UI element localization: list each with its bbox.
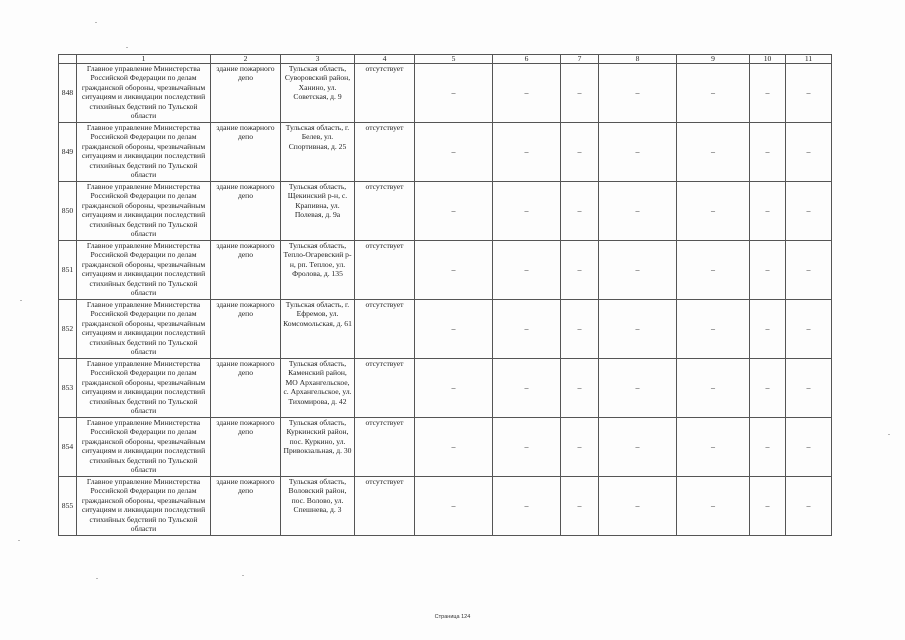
scan-speck xyxy=(96,578,98,579)
empty-value-cell: – xyxy=(415,123,493,182)
row-number: 849 xyxy=(59,123,77,182)
empty-value-cell: – xyxy=(561,477,599,536)
table-row xyxy=(59,418,832,477)
empty-value-cell: – xyxy=(561,359,599,418)
empty-value-cell: – xyxy=(415,241,493,300)
header-cell: 11 xyxy=(786,55,832,64)
scan-speck xyxy=(888,434,890,435)
status-cell: отсутствует xyxy=(355,418,415,477)
row-number: 851 xyxy=(59,241,77,300)
empty-value-cell: – xyxy=(415,182,493,241)
empty-value-cell: – xyxy=(599,300,677,359)
row-number: 855 xyxy=(59,477,77,536)
object-cell: здание пожарного депо xyxy=(211,359,281,418)
page-number: Страница 124 xyxy=(434,614,471,620)
object-cell: здание пожарного депо xyxy=(211,241,281,300)
organization-cell: Главное управление Министерства Российской Федерации по делам гражданской обороны, чрезвычайным ситуациям и ликвидации последствий стихийных бедствий по Тульской области xyxy=(77,418,211,477)
scan-speck xyxy=(242,575,244,576)
empty-value-cell: – xyxy=(677,64,750,123)
address-cell: Тульская область, г. Белев, ул. Спортивная, д. 25 xyxy=(281,123,355,182)
address-cell: Тульская область, Куркинский район, пос. Куркино, ул. Привокзальная, д. 30 xyxy=(281,418,355,477)
empty-value-cell: – xyxy=(750,64,786,123)
empty-value-cell: – xyxy=(493,300,561,359)
address-cell: Тульская область, г. Ефремов, ул. Комсомольская, д. 61 xyxy=(281,300,355,359)
empty-value-cell: – xyxy=(750,241,786,300)
address-cell: Тульская область, Каменский район, МО Архангельское, с. Архангельское, ул. Тихомирова, д. 42 xyxy=(281,359,355,418)
empty-value-cell: – xyxy=(786,123,832,182)
empty-value-cell: – xyxy=(493,182,561,241)
status-cell: отсутствует xyxy=(355,359,415,418)
empty-value-cell: – xyxy=(493,477,561,536)
scan-speck xyxy=(95,22,97,23)
status-cell: отсутствует xyxy=(355,300,415,359)
empty-value-cell: – xyxy=(750,359,786,418)
empty-value-cell: – xyxy=(677,241,750,300)
empty-value-cell: – xyxy=(599,477,677,536)
empty-value-cell: – xyxy=(415,477,493,536)
table-row xyxy=(59,359,832,418)
status-cell: отсутствует xyxy=(355,182,415,241)
scan-speck xyxy=(126,47,128,48)
organization-cell: Главное управление Министерства Российской Федерации по делам гражданской обороны, чрезвычайным ситуациям и ликвидации последствий стихийных бедствий по Тульской области xyxy=(77,477,211,536)
empty-value-cell: – xyxy=(677,182,750,241)
empty-value-cell: – xyxy=(415,300,493,359)
empty-value-cell: – xyxy=(677,123,750,182)
register-table xyxy=(58,54,832,536)
empty-value-cell: – xyxy=(599,123,677,182)
header-cell-num xyxy=(59,55,77,64)
empty-value-cell: – xyxy=(415,418,493,477)
empty-value-cell: – xyxy=(561,241,599,300)
empty-value-cell: – xyxy=(493,359,561,418)
table-row xyxy=(59,477,832,536)
empty-value-cell: – xyxy=(677,359,750,418)
header-cell: 1 xyxy=(77,55,211,64)
empty-value-cell: – xyxy=(677,477,750,536)
object-cell: здание пожарного депо xyxy=(211,300,281,359)
address-cell: Тульская область, Щекинский р-н, с. Крапивна, ул. Полевая, д. 9а xyxy=(281,182,355,241)
address-cell: Тульская область, Тепло-Огаревский р-н, рп. Теплое, ул. Фролова, д. 135 xyxy=(281,241,355,300)
address-cell: Тульская область, Воловский район, пос. Волово, ул. Спешнева, д. 3 xyxy=(281,477,355,536)
organization-cell: Главное управление Министерства Российской Федерации по делам гражданской обороны, чрезвычайным ситуациям и ликвидации последствий стихийных бедствий по Тульской области xyxy=(77,123,211,182)
empty-value-cell: – xyxy=(750,123,786,182)
header-cell: 9 xyxy=(677,55,750,64)
row-number: 852 xyxy=(59,300,77,359)
table-row xyxy=(59,241,832,300)
header-cell: 8 xyxy=(599,55,677,64)
header-cell: 3 xyxy=(281,55,355,64)
organization-cell: Главное управление Министерства Российской Федерации по делам гражданской обороны, чрезвычайным ситуациям и ликвидации последствий стихийных бедствий по Тульской области xyxy=(77,241,211,300)
empty-value-cell: – xyxy=(786,300,832,359)
empty-value-cell: – xyxy=(415,64,493,123)
empty-value-cell: – xyxy=(561,300,599,359)
organization-cell: Главное управление Министерства Российской Федерации по делам гражданской обороны, чрезвычайным ситуациям и ликвидации последствий стихийных бедствий по Тульской области xyxy=(77,182,211,241)
empty-value-cell: – xyxy=(415,359,493,418)
table-row xyxy=(59,300,832,359)
empty-value-cell: – xyxy=(561,182,599,241)
address-cell: Тульская область, Суворовский район, Ханино, ул. Советская, д. 9 xyxy=(281,64,355,123)
object-cell: здание пожарного депо xyxy=(211,123,281,182)
row-number: 853 xyxy=(59,359,77,418)
organization-cell: Главное управление Министерства Российской Федерации по делам гражданской обороны, чрезвычайным ситуациям и ликвидации последствий стихийных бедствий по Тульской области xyxy=(77,359,211,418)
empty-value-cell: – xyxy=(561,418,599,477)
row-number: 850 xyxy=(59,182,77,241)
empty-value-cell: – xyxy=(786,418,832,477)
table-row xyxy=(59,182,832,241)
empty-value-cell: – xyxy=(599,182,677,241)
empty-value-cell: – xyxy=(786,64,832,123)
status-cell: отсутствует xyxy=(355,123,415,182)
object-cell: здание пожарного депо xyxy=(211,418,281,477)
row-number: 848 xyxy=(59,64,77,123)
table-row xyxy=(59,123,832,182)
empty-value-cell: – xyxy=(750,182,786,241)
organization-cell: Главное управление Министерства Российской Федерации по делам гражданской обороны, чрезвычайным ситуациям и ликвидации последствий стихийных бедствий по Тульской области xyxy=(77,64,211,123)
empty-value-cell: – xyxy=(677,300,750,359)
empty-value-cell: – xyxy=(750,300,786,359)
scan-speck xyxy=(20,300,22,301)
empty-value-cell: – xyxy=(561,123,599,182)
header-cell: 5 xyxy=(415,55,493,64)
header-cell: 6 xyxy=(493,55,561,64)
status-cell: отсутствует xyxy=(355,64,415,123)
empty-value-cell: – xyxy=(599,64,677,123)
header-cell: 10 xyxy=(750,55,786,64)
object-cell: здание пожарного депо xyxy=(211,182,281,241)
empty-value-cell: – xyxy=(561,64,599,123)
empty-value-cell: – xyxy=(493,418,561,477)
object-cell: здание пожарного депо xyxy=(211,64,281,123)
header-row xyxy=(59,55,832,64)
row-number: 854 xyxy=(59,418,77,477)
empty-value-cell: – xyxy=(677,418,750,477)
header-cell: 4 xyxy=(355,55,415,64)
table-row xyxy=(59,64,832,123)
empty-value-cell: – xyxy=(750,477,786,536)
empty-value-cell: – xyxy=(493,241,561,300)
scan-speck xyxy=(18,540,20,541)
empty-value-cell: – xyxy=(599,418,677,477)
empty-value-cell: – xyxy=(493,64,561,123)
empty-value-cell: – xyxy=(786,182,832,241)
empty-value-cell: – xyxy=(599,359,677,418)
header-cell: 2 xyxy=(211,55,281,64)
status-cell: отсутствует xyxy=(355,241,415,300)
organization-cell: Главное управление Министерства Российской Федерации по делам гражданской обороны, чрезвычайным ситуациям и ликвидации последствий стихийных бедствий по Тульской области xyxy=(77,300,211,359)
object-cell: здание пожарного депо xyxy=(211,477,281,536)
empty-value-cell: – xyxy=(599,241,677,300)
empty-value-cell: – xyxy=(786,477,832,536)
empty-value-cell: – xyxy=(786,359,832,418)
status-cell: отсутствует xyxy=(355,477,415,536)
header-cell: 7 xyxy=(561,55,599,64)
empty-value-cell: – xyxy=(786,241,832,300)
empty-value-cell: – xyxy=(750,418,786,477)
empty-value-cell: – xyxy=(493,123,561,182)
